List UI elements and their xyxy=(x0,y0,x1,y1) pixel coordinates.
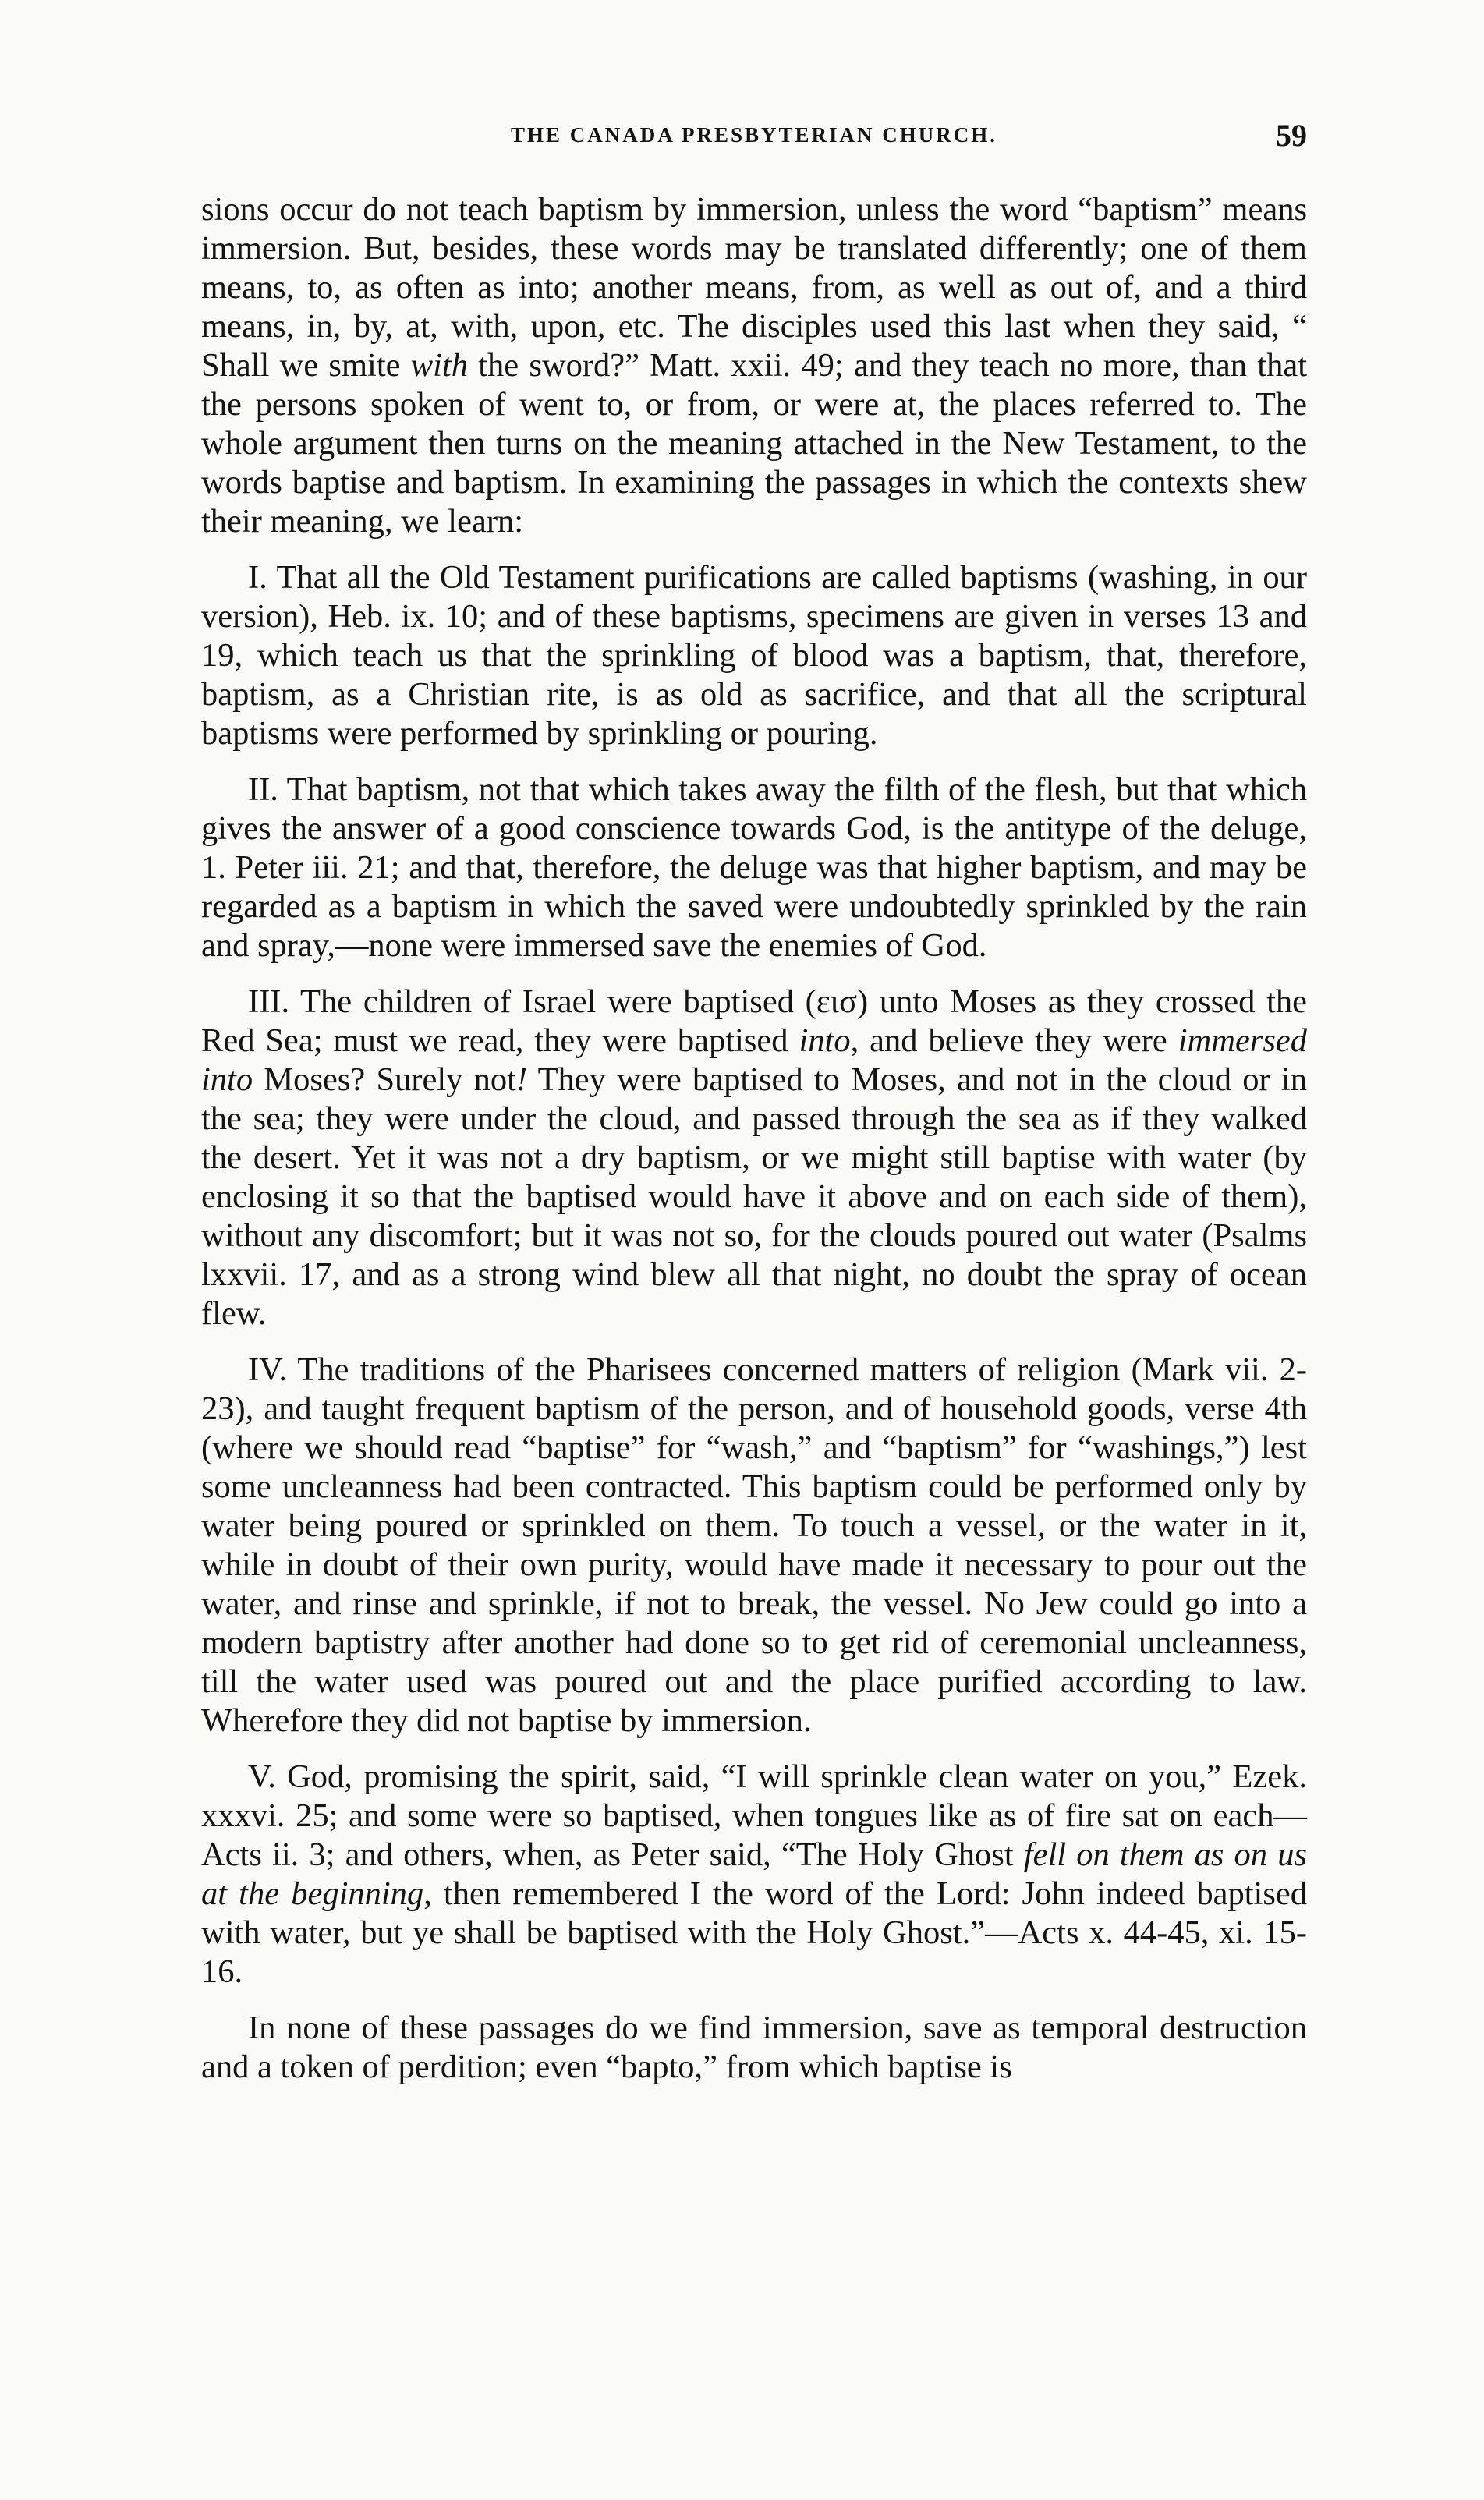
italic-run: immersed into xyxy=(201,1022,1307,1098)
text-run: They were baptised to Moses, and not in the cloud or in the sea; they were under the cloud, and passed through the sea as if they walked the desert. Yet it was not a dry baptism, or we might still baptise with water (by enclosing it so that the baptised would have it above and on each side of them), without any discomfort; but it was not so, for the clouds poured out water (Psalms lxxvii. 17, and as a strong wind blew all that night, no doubt the spray of ocean flew. xyxy=(201,1061,1307,1332)
text-run: , then remembered I the word of the Lord: John indeed baptised with water, but ye shall be baptised with the Holy Ghost.”—Acts x. 44-45, xi. 15-16. xyxy=(201,1875,1307,1990)
paragraph-section-1: I. That all the Old Testament purifications are called baptisms (washing, in our version), Heb. ix. 10; and of these baptisms, specimens are given in verses 13 and 19, which teach us that the sprinkling of blood was a baptism, that, therefore, baptism, as a Christian rite, is as old as sacrifice, and that all the scriptural baptisms were performed by sprinkling or pouring. xyxy=(201,559,1307,752)
text-run: the sword?” Matt. xxii. 49; and they teach no more, than that the persons spoken of went to, or from, or were at, the places referred to. The whole argument then turns on the meaning attached in the New Testament, to the words baptise and baptism. In examining the passages in which the contexts shew their meaning, we learn: xyxy=(201,347,1308,540)
italic-run: fell on them as on us at the beginning xyxy=(201,1836,1307,1912)
italic-run: into xyxy=(799,1022,851,1059)
italic-run: with xyxy=(410,347,468,384)
paragraph-section-2: II. That baptism, not that which takes away the filth of the flesh, but that which gives the answer of a good conscience towards God, is the antitype of the deluge, 1. Peter iii. 21; and that, therefore, the deluge was that higher baptism, and may be regarded as a baptism in which the saved were undoubtedly sprinkled by the rain and spray,—none were immersed save the enemies of God. xyxy=(201,771,1307,964)
text-run: V. God, promising the spirit, said, “I will sprinkle clean water on you,” Ezek. xxxvi. 25; and some were so baptised, when tongues like as of fire sat on each—Acts ii. 3; and others, when, as Peter said, “The Holy Ghost xyxy=(201,1758,1307,1873)
paragraph-section-4: IV. The traditions of the Pharisees concerned matters of religion (Mark vii. 2-23), and taught frequent baptism of the person, and of household goods, verse 4th (where we should read “baptise” for “wash,” and “baptism” for “washings,”) lest some uncleanness had been contracted. This baptism could be performed only by water being poured or sprinkled on them. To touch a vessel, or the water in it, while in doubt of their own purity, would have made it necessary to pour out the water, and rinse and sprinkle, if not to break, the vessel. No Jew could go into a modern baptistry after another had done so to get rid of ceremonial uncleanness, till the water used was poured out and the place purified according to law. Wherefore they did not baptise by immersion. xyxy=(201,1351,1307,1739)
paragraph-continuation xyxy=(201,190,1307,541)
italic-run: ! xyxy=(515,1061,528,1098)
running-head xyxy=(201,117,1307,164)
running-title: THE CANADA PRESBYTERIAN CHURCH. xyxy=(510,123,998,147)
paragraph-section-5 xyxy=(201,1758,1307,1992)
paragraph-conclusion: In none of these passages do we find immersion, save as temporal destruction and a token of perdition; even “bapto,” from which baptise is xyxy=(201,2010,1307,2085)
page-number: 59 xyxy=(1276,118,1307,153)
body-text xyxy=(201,190,1307,2087)
paragraph-section-3 xyxy=(201,983,1307,1333)
page xyxy=(201,117,1307,2087)
text-run: , and believe they were xyxy=(850,1022,1178,1059)
text-run: Moses? Surely not xyxy=(253,1061,516,1098)
text-run: III. The children of Israel were baptised (εισ) unto Moses as they crossed the Red Sea; must we read, they were baptised xyxy=(201,983,1307,1059)
text-run: sions occur do not teach baptism by immersion, unless the word “baptism” means immersion. But, besides, these words may be translated differently; one of them means, to, as often as into; another means, from, as well as out of, and a third means, in, by, at, with, upon, etc. The disciples used this last when they said, “ Shall we smite xyxy=(201,191,1307,384)
